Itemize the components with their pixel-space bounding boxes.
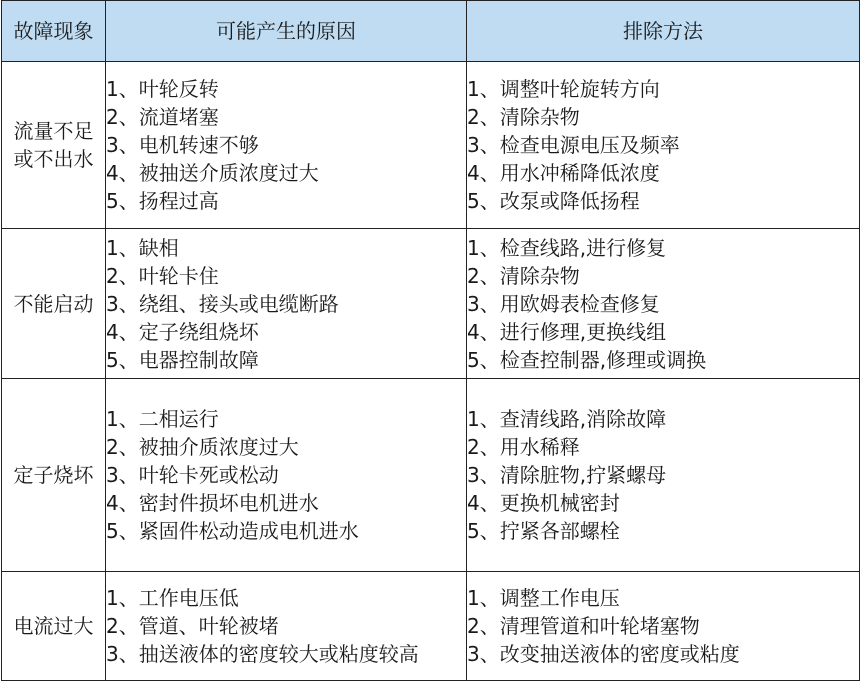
- solution-item: 4、用水冲稀降低浓度: [467, 161, 660, 185]
- table-row: [2, 379, 860, 572]
- solution-item: 1、查清线路,消除故障: [467, 407, 667, 431]
- cause-cell: [106, 62, 467, 229]
- header-solution: 排除方法: [467, 1, 860, 62]
- symptom-line: 流量不足: [13, 119, 94, 143]
- solution-item: 4、进行修理,更换线组: [467, 319, 667, 344]
- header-cause: 可能产生的原因: [106, 1, 467, 62]
- cause-item: 5、扬程过高: [106, 189, 219, 213]
- symptom-line: 或不出水: [13, 147, 94, 171]
- solution-item: 1、检查线路,进行修复: [467, 235, 667, 260]
- table-header: [2, 1, 860, 62]
- solution-cell: [467, 62, 860, 229]
- cause-item: 2、叶轮卡住: [106, 263, 219, 288]
- solution-item: 3、清除脏物,拧紧螺母: [467, 463, 667, 487]
- fault-table: [1, 0, 860, 681]
- cause-item: 2、管道、叶轮被堵: [106, 614, 279, 638]
- solution-item: 5、改泵或降低扬程: [467, 189, 640, 213]
- table-row: [2, 229, 860, 379]
- symptom-line: 不能启动: [13, 291, 94, 316]
- cause-item: 4、密封件损坏电机进水: [106, 491, 319, 515]
- solution-cell: [467, 379, 860, 572]
- symptom-cell: [2, 572, 106, 681]
- cause-cell: [106, 229, 467, 379]
- cause-item: 2、流道堵塞: [106, 105, 219, 129]
- solution-item: 2、清理管道和叶轮堵塞物: [467, 614, 700, 638]
- table-row: [2, 62, 860, 229]
- table-body: [2, 62, 860, 681]
- solution-cell: [467, 229, 860, 379]
- symptom-cell: [2, 229, 106, 379]
- solution-item: 3、改变抽送液体的密度或粘度: [467, 642, 740, 666]
- solution-cell: [467, 572, 860, 681]
- cause-cell: [106, 379, 467, 572]
- solution-item: 5、拧紧各部螺栓: [467, 519, 620, 543]
- header-symptom: 故障现象: [2, 1, 106, 62]
- symptom-cell: [2, 379, 106, 572]
- symptom-line: 电流过大: [13, 614, 94, 638]
- solution-item: 2、用水稀释: [467, 435, 580, 459]
- solution-item: 5、检查控制器,修理或调换: [467, 347, 707, 372]
- symptom-cell: [2, 62, 106, 229]
- header-row: [2, 1, 860, 62]
- solution-item: 4、更换机械密封: [467, 491, 620, 515]
- cause-item: 5、紧固件松动造成电机进水: [106, 519, 359, 543]
- solution-item: 2、清除杂物: [467, 105, 580, 129]
- cause-item: 3、抽送液体的密度较大或粘度较高: [106, 642, 419, 666]
- symptom-line: 定子烧坏: [13, 463, 94, 487]
- solution-item: 3、用欧姆表检查修复: [467, 291, 660, 316]
- cause-cell: [106, 572, 467, 681]
- solution-item: 2、清除杂物: [467, 263, 580, 288]
- cause-item: 1、工作电压低: [106, 586, 239, 610]
- solution-item: 1、调整工作电压: [467, 586, 620, 610]
- cause-item: 1、叶轮反转: [106, 77, 219, 101]
- cause-item: 3、电机转速不够: [106, 133, 259, 157]
- cause-item: 3、叶轮卡死或松动: [106, 463, 279, 487]
- cause-item: 1、二相运行: [106, 407, 219, 431]
- cause-item: 1、缺相: [106, 235, 179, 260]
- cause-item: 2、被抽介质浓度过大: [106, 435, 299, 459]
- table-row: [2, 572, 860, 681]
- cause-item: 4、定子绕组烧坏: [106, 319, 259, 344]
- cause-item: 4、被抽送介质浓度过大: [106, 161, 319, 185]
- solution-item: 3、检查电源电压及频率: [467, 133, 680, 157]
- cause-item: 5、电器控制故障: [106, 347, 259, 372]
- cause-item: 3、绕组、接头或电缆断路: [106, 291, 339, 316]
- solution-item: 1、调整叶轮旋转方向: [467, 77, 660, 101]
